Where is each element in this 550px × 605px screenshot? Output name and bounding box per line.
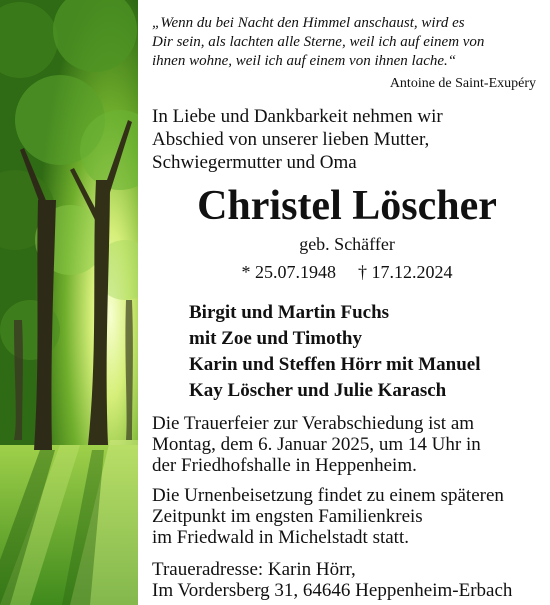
quote-line: „Wenn du bei Nacht den Himmel anschaust, wird es — [152, 15, 465, 31]
mourner-line: Karin und Steffen Hörr mit Manuel — [189, 354, 481, 375]
intro-text — [152, 105, 542, 174]
mourning-address — [152, 559, 542, 601]
quote-line: Dir sein, als lachten alle Sterne, weil ich auf einem von — [152, 34, 485, 50]
mourner-line: mit Zoe und Timothy — [189, 328, 362, 349]
birth-date: * 25.07.1948 — [241, 262, 336, 282]
quote-line: ihnen wohne, weil ich auf einem von ihnen lache.“ — [152, 53, 457, 69]
mourners-list — [189, 300, 539, 404]
funeral-line: der Friedhofshalle in Heppenheim. — [152, 455, 417, 476]
funeral-line: Die Trauerfeier zur Verabschiedung ist am — [152, 413, 475, 434]
burial-line: Die Urnenbeisetzung findet zu einem späteren — [152, 485, 504, 506]
birth-name: geb. Schäffer — [299, 234, 395, 254]
mourner-line: Kay Löscher und Julie Karasch — [189, 380, 447, 401]
deceased-name: Christel Löscher — [197, 183, 497, 229]
address-line: Traueradresse: Karin Hörr, — [152, 559, 356, 580]
life-dates — [152, 262, 542, 283]
death-date: † 17.12.2024 — [358, 262, 453, 282]
funeral-line: Montag, dem 6. Januar 2025, um 14 Uhr in — [152, 434, 481, 455]
funeral-info — [152, 413, 542, 476]
intro-line: In Liebe und Dankbarkeit nehmen wir — [152, 106, 443, 127]
quote — [152, 14, 542, 71]
mourner-line: Birgit und Martin Fuchs — [189, 302, 390, 323]
burial-info — [152, 485, 542, 548]
forest-sunlight-photo — [0, 0, 138, 605]
quote-author: Antoine de Saint-Exupéry — [389, 76, 536, 91]
burial-line: im Friedwald in Michelstadt statt. — [152, 527, 409, 548]
burial-line: Zeitpunkt im engsten Familienkreis — [152, 506, 423, 527]
intro-line: Abschied von unserer lieben Mutter, — [152, 129, 430, 150]
intro-line: Schwiegermutter und Oma — [152, 152, 357, 173]
address-line: Im Vordersberg 31, 64646 Heppenheim-Erbach — [152, 580, 513, 601]
